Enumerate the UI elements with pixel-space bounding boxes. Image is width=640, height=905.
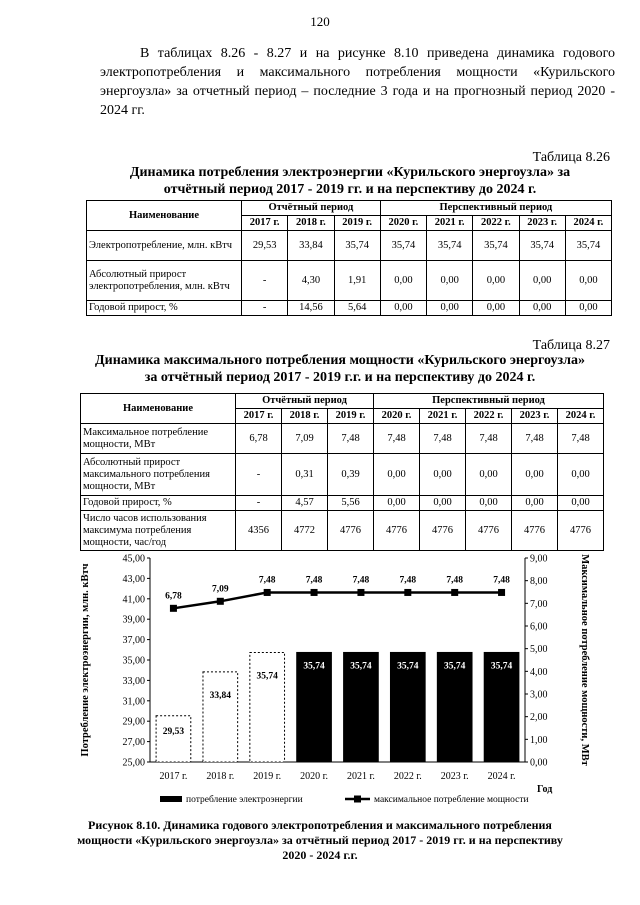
- cell: -: [236, 454, 282, 496]
- cell: 7,48: [328, 424, 374, 454]
- bar-label: 35,74: [303, 661, 325, 672]
- cell: 0,00: [473, 261, 519, 301]
- cell: 7,48: [466, 424, 512, 454]
- bar-label: 29,53: [162, 727, 185, 737]
- line-point: [264, 589, 271, 596]
- line-point: [311, 589, 318, 596]
- intro-paragraph: В таблицах 8.26 - 8.27 и на рисунке 8.10 приведена динамика годового электропотребления и максимального потребления мощности «Курильского энергоузла» за отчетный период – последние 3 года и на прогнозный период 2020 - 2024 гг.: [100, 46, 615, 118]
- cell: 33,84: [288, 231, 334, 261]
- table-row: [87, 261, 612, 301]
- table-row: [81, 424, 604, 454]
- table2-year: 2021 г.: [420, 409, 466, 424]
- y-tick-label: 35,00: [122, 655, 145, 667]
- y2-tick-label: 2,00: [530, 712, 548, 724]
- line-point: [404, 589, 411, 596]
- cell: 4,57: [282, 496, 328, 511]
- line-point-label: 7,48: [446, 575, 463, 586]
- cell: 4776: [512, 511, 558, 551]
- row-name: Абсолютный прирост электропотребления, млн. кВтч: [87, 261, 242, 301]
- table-row: [81, 454, 604, 496]
- line-point-label: 7,48: [258, 575, 276, 586]
- y2-tick-label: 5,00: [530, 644, 548, 656]
- y-tick-label: 27,00: [122, 737, 145, 749]
- cell: 7,09: [282, 424, 328, 454]
- legend-label-bar: потребление электроэнергии: [186, 795, 303, 805]
- table1-year: 2022 г.: [473, 216, 519, 231]
- cell: 0,00: [558, 496, 604, 511]
- table2-year: 2019 г.: [328, 409, 374, 424]
- cell: 35,74: [565, 231, 611, 261]
- cell: 7,48: [374, 424, 420, 454]
- table2-year: 2017 г.: [236, 409, 282, 424]
- table2-year: 2024 г.: [558, 409, 604, 424]
- table1-year: 2017 г.: [242, 216, 288, 231]
- table1-year: 2021 г.: [427, 216, 473, 231]
- table1-year: 2018 г.: [288, 216, 334, 231]
- table2-year: 2020 г.: [374, 409, 420, 424]
- cell: 6,78: [236, 424, 282, 454]
- x-tick-label: 2018 г.: [206, 771, 235, 782]
- cell: 7,48: [512, 424, 558, 454]
- bar-label: 33,84: [209, 690, 231, 701]
- table1-header-name: Наименование: [87, 201, 242, 231]
- cell: 4772: [282, 511, 328, 551]
- y2-tick-label: 4,00: [530, 666, 548, 678]
- line-point-label: 7,48: [305, 575, 323, 586]
- cell: 0,00: [565, 261, 611, 301]
- bar-label: 35,74: [444, 661, 466, 672]
- y2-tick-label: 8,00: [530, 576, 548, 588]
- cell: 0,00: [519, 261, 565, 301]
- cell: 0,00: [466, 496, 512, 511]
- table2-header-name: Наименование: [81, 394, 236, 424]
- table-row: [81, 511, 604, 551]
- table2-caption: Таблица 8.27: [532, 338, 610, 353]
- row-name: Годовой прирост, %: [87, 301, 242, 316]
- bar-label: 35,74: [397, 661, 419, 672]
- x-tick-label: 2017 г.: [159, 771, 188, 782]
- line-point: [498, 589, 505, 596]
- x-tick-label: 2019 г.: [253, 771, 282, 782]
- cell: 0,00: [512, 454, 558, 496]
- cell: 0,00: [374, 496, 420, 511]
- cell: 35,74: [473, 231, 519, 261]
- row-name: Годовой прирост, %: [81, 496, 236, 511]
- line-point-label: 7,48: [352, 575, 370, 586]
- y2-tick-label: 6,00: [530, 621, 548, 633]
- cell: 0,00: [466, 454, 512, 496]
- y-axis-title: Потребление электроэнергии, млн. кВтч: [80, 563, 91, 757]
- cell: 0,00: [473, 301, 519, 316]
- cell: 4776: [328, 511, 374, 551]
- y2-tick-label: 1,00: [530, 734, 548, 746]
- x-tick-label: 2021 г.: [346, 771, 375, 782]
- x-tick-label: 2022 г.: [393, 771, 422, 782]
- table1-group-forecast: Перспективный период: [380, 201, 611, 216]
- figure-caption: Рисунок 8.10. Динамика годового электропотребления и максимального потребления мощности «Курильского энергоузла» за отчётный период 2017 - 2019 гг. и на перспективу 2020 - 2024 г.г.: [77, 818, 563, 862]
- cell: 0,00: [558, 454, 604, 496]
- line-point: [217, 598, 224, 605]
- cell: 4,30: [288, 261, 334, 301]
- cell: 0,00: [565, 301, 611, 316]
- line-point-label: 7,48: [399, 575, 417, 586]
- cell: 35,74: [380, 231, 426, 261]
- legend-swatch-marker: [354, 796, 361, 803]
- legend-swatch-bar: [160, 796, 182, 802]
- line-point-label: 7,09: [212, 584, 229, 595]
- line-point-label: 7,48: [493, 575, 510, 586]
- cell: 0,00: [420, 496, 466, 511]
- bar-label: 35,74: [256, 671, 278, 682]
- table1-header-row: [87, 201, 612, 216]
- page-number: 120: [310, 14, 330, 29]
- y-tick-label: 33,00: [122, 675, 145, 687]
- line-point: [357, 589, 364, 596]
- consumption-chart: [70, 550, 630, 815]
- table1-year: 2024 г.: [565, 216, 611, 231]
- table2-year: 2022 г.: [466, 409, 512, 424]
- y2-tick-label: 0,00: [530, 757, 548, 769]
- cell: 7,48: [420, 424, 466, 454]
- bar-label: 35,74: [350, 661, 372, 672]
- y-tick-label: 41,00: [122, 594, 145, 606]
- row-name: Абсолютный прирост максимального потребления мощности, МВт: [81, 454, 236, 496]
- cell: 4776: [558, 511, 604, 551]
- legend-label-line: максимальное потребление мощности: [374, 795, 529, 805]
- x-tick-label: 2023 г.: [440, 771, 469, 782]
- table1-year: 2019 г.: [334, 216, 380, 231]
- table1-year: 2023 г.: [519, 216, 565, 231]
- table2-group-reported: Отчётный период: [236, 394, 374, 409]
- cell: 0,00: [374, 454, 420, 496]
- y-tick-label: 39,00: [122, 614, 145, 626]
- x-tick-label: 2024 г.: [487, 771, 516, 782]
- row-name: Электропотребление, млн. кВтч: [87, 231, 242, 261]
- cell: 4776: [420, 511, 466, 551]
- table2-header-row: [81, 394, 604, 409]
- cell: 0,00: [512, 496, 558, 511]
- y-tick-label: 37,00: [122, 635, 145, 647]
- bar: [156, 716, 191, 762]
- table1-title: Динамика потребления электроэнергии «Курильского энергоузла» за отчётный период 2017 - 2019 гг. и на перспективу до 2024 г.: [129, 165, 571, 197]
- table1-group-reported: Отчётный период: [242, 201, 381, 216]
- y-tick-label: 43,00: [122, 573, 145, 585]
- cell: 0,00: [380, 261, 426, 301]
- line-point: [451, 589, 458, 596]
- cell: 35,74: [519, 231, 565, 261]
- table-row: [87, 301, 612, 316]
- cell: 4356: [236, 511, 282, 551]
- y-tick-label: 25,00: [122, 757, 145, 769]
- bar-label: 35,74: [490, 661, 513, 672]
- line-point: [170, 605, 177, 612]
- bar: [203, 672, 238, 762]
- cell: 4776: [466, 511, 512, 551]
- cell: 0,31: [282, 454, 328, 496]
- table2-group-forecast: Перспективный период: [374, 394, 604, 409]
- table1-caption: Таблица 8.26: [532, 150, 610, 165]
- cell: 0,00: [420, 454, 466, 496]
- table1: [86, 200, 612, 316]
- cell: 5,64: [334, 301, 380, 316]
- cell: 0,39: [328, 454, 374, 496]
- cell: 1,91: [334, 261, 380, 301]
- line-point-label: 6,78: [165, 591, 182, 602]
- cell: 5,56: [328, 496, 374, 511]
- cell: 29,53: [242, 231, 288, 261]
- table-row: [87, 231, 612, 261]
- row-name: Максимальное потребление мощности, МВт: [81, 424, 236, 454]
- y2-axis-title: Максимальное потребление мощности, МВт: [579, 554, 590, 766]
- cell: 14,56: [288, 301, 334, 316]
- cell: -: [236, 496, 282, 511]
- y2-tick-label: 3,00: [530, 689, 548, 701]
- cell: 35,74: [427, 231, 473, 261]
- table-row: [81, 496, 604, 511]
- cell: 0,00: [519, 301, 565, 316]
- y-tick-label: 45,00: [122, 553, 145, 565]
- x-axis-title: Год: [537, 784, 553, 795]
- cell: 0,00: [427, 261, 473, 301]
- table2-year: 2023 г.: [512, 409, 558, 424]
- cell: 35,74: [334, 231, 380, 261]
- cell: -: [242, 301, 288, 316]
- row-name: Число часов использования максимума потребления мощности, час/год: [81, 511, 236, 551]
- cell: 7,48: [558, 424, 604, 454]
- bar: [250, 652, 285, 762]
- cell: 4776: [374, 511, 420, 551]
- y-tick-label: 29,00: [122, 716, 145, 728]
- cell: -: [242, 261, 288, 301]
- cell: 0,00: [380, 301, 426, 316]
- table2: [80, 393, 604, 551]
- y2-tick-label: 9,00: [530, 553, 548, 565]
- table2-year: 2018 г.: [282, 409, 328, 424]
- table2-title: Динамика максимального потребления мощности «Курильского энергоузла» за отчётный период 2017 - 2019 г.г. и на перспективу до 2024 г.: [95, 353, 585, 385]
- y-tick-label: 31,00: [122, 696, 145, 708]
- x-tick-label: 2020 г.: [300, 771, 329, 782]
- y2-tick-label: 7,00: [530, 598, 548, 610]
- cell: 0,00: [427, 301, 473, 316]
- table1-year: 2020 г.: [380, 216, 426, 231]
